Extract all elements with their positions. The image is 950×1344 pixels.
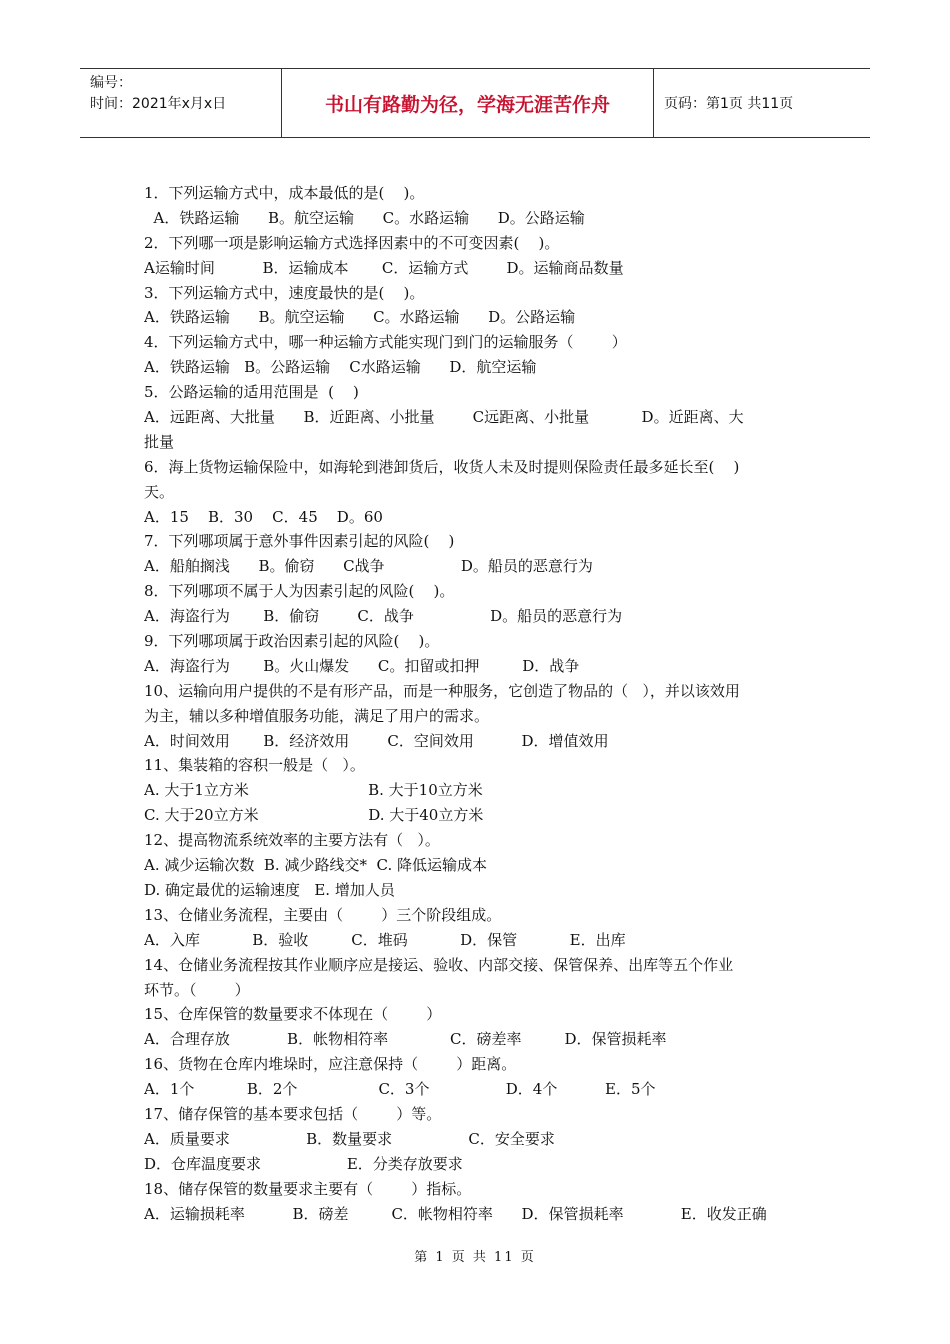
header-page-label: 页码：第1页 共11页 [664, 96, 794, 112]
header-motto: 书山有路勤为径，学海无涯苦作舟 [282, 69, 654, 137]
text-line: A．合理存放 B．帐物相符率 C．磅差率 D．保管损耗率 [144, 1030, 667, 1049]
text-line: 12、提高物流系统效率的主要方法有（ ）。 [144, 831, 440, 850]
text-line: 1．下列运输方式中，成本最低的是( )。 [144, 184, 425, 202]
page-header [80, 68, 870, 138]
text-line: 批量 [144, 432, 175, 451]
text-line: A．铁路运输 B。公路运输 C水路运输 D．航空运输 [144, 358, 537, 377]
text-line: A. 减少运输次数 B. 减少路线交* C. 降低运输成本 [144, 856, 487, 875]
text-line: 8．下列哪项不属于人为因素引起的风险( )。 [144, 582, 455, 601]
text-line: A. 大于1立方米 B. 大于10立方米 [144, 781, 483, 800]
text-line: 3．下列运输方式中，速度最快的是( )。 [144, 283, 425, 302]
text-line: 9．下列哪项属于政治因素引起的风险( )。 [144, 632, 440, 651]
text-line: A．运输损耗率 B．磅差 C．帐物相符率 D．保管损耗率 E．收发正确 [144, 1204, 767, 1223]
text-line: A．船舶搁浅 B。偷窃 C战争 D。船员的恶意行为 [144, 557, 593, 576]
text-line: 2．下列哪一项是影响运输方式选择因素中的不可变因素( )。 [144, 233, 560, 252]
text-line: 11、集装箱的容积一般是（ ）。 [144, 756, 365, 775]
text-line: A．入库 B．验收 C．堆码 D．保管 E．出库 [144, 930, 626, 949]
text-line: 18、储存保管的数量要求主要有（ ）指标。 [144, 1179, 472, 1198]
text-line: 14、仓储业务流程按其作业顺序应是接运、验收、内部交接、保管保养、出库等五个作业 [144, 955, 734, 974]
text-line: A．15 B．30 C．45 D。60 [144, 507, 383, 526]
text-line: A．海盗行为 B。火山爆发 C。扣留或扣押 D．战争 [144, 656, 580, 675]
text-line: 13、仓储业务流程，主要由（ ）三个阶段组成。 [144, 905, 502, 924]
text-line: A．海盗行为 B．偷窃 C．战争 D。船员的恶意行为 [144, 607, 623, 626]
text-line: D. 确定最优的运输速度 E. 增加人员 [144, 880, 395, 899]
date-label: 时间：2021年x月x日 [90, 96, 227, 112]
header-meta [80, 69, 282, 137]
text-line: A．远距离、大批量 B．近距离、小批量 C远距离、小批量 D。近距离、大 [144, 408, 744, 427]
text-line: A运输时间 B．运输成本 C．运输方式 D。运输商品数量 [144, 258, 624, 277]
text-line: 为主，辅以多种增值服务功能，满足了用户的需求。 [144, 706, 490, 725]
text-line: A．时间效用 B．经济效用 C．空间效用 D．增值效用 [144, 731, 609, 750]
page-footer: 第 1 页 共 11 页 [414, 1250, 536, 1265]
question-list [144, 181, 812, 1226]
text-line: 17、储存保管的基本要求包括（ ）等。 [144, 1104, 442, 1123]
text-line: 4．下列运输方式中，哪一种运输方式能实现门到门的运输服务（ ） [144, 333, 627, 352]
text-line: 环节。（ ） [144, 980, 250, 999]
text-line: 天。 [144, 482, 175, 501]
text-line: 7．下列哪项属于意外事件因素引起的风险( ) [144, 532, 455, 551]
text-line: A．铁路运输 B。航空运输 C。水路运输 D。公路运输 [144, 208, 585, 227]
text-line: C. 大于20立方米 D. 大于40立方米 [144, 806, 484, 825]
text-line: 15、仓库保管的数量要求不体现在（ ） [144, 1005, 442, 1024]
serial-label: 编号： [90, 75, 132, 91]
text-line: A．铁路运输 B。航空运输 C。水路运输 D。公路运输 [144, 308, 576, 327]
text-line: D．仓库温度要求 E．分类存放要求 [144, 1154, 463, 1173]
text-line: 5．公路运输的适用范围是 ( ) [144, 383, 359, 402]
text-line: A．质量要求 B．数量要求 C．安全要求 [144, 1129, 555, 1148]
text-line: A．1个 B．2个 C．3个 D．4个 E．5个 [144, 1080, 656, 1099]
text-line: 16、货物在仓库内堆垛时，应注意保持（ ）距离。 [144, 1055, 517, 1074]
text-line: 6．海上货物运输保险中，如海轮到港卸货后，收货人未及时提则保险责任最多延长至( ) [144, 457, 740, 476]
text-line: 10、运输向用户提供的不是有形产品，而是一种服务，它创造了物品的（ ），并以该效用 [144, 681, 740, 700]
